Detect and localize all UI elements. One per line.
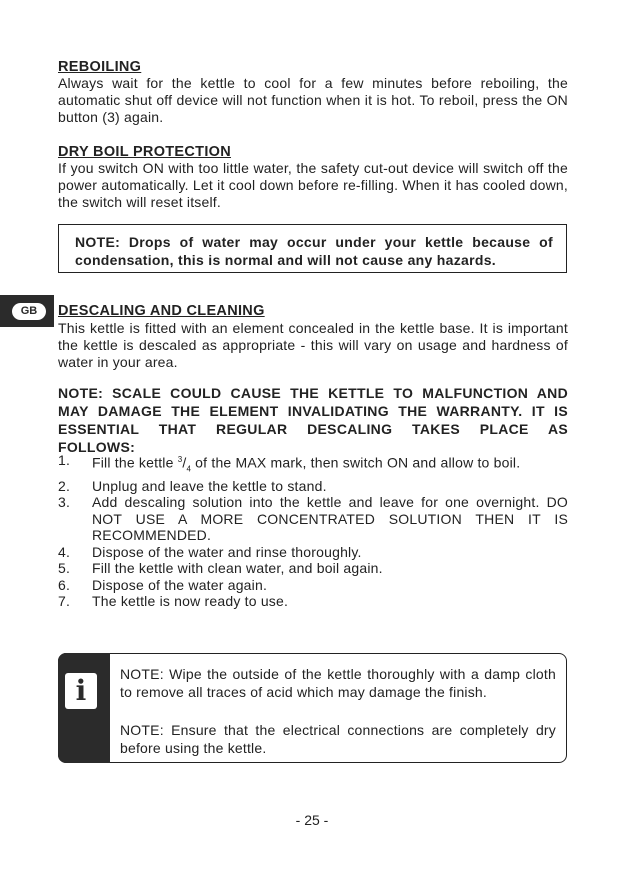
list-item bbox=[58, 494, 568, 544]
dry-boil-text: If you switch ON with too little water, the safety cut-out device will switch off the power automatically. Let it cool down before re-filling. When it has cooled down, the switch will reset itself. bbox=[58, 160, 568, 210]
page-number: - 25 - bbox=[295, 812, 329, 828]
list-item bbox=[58, 452, 568, 478]
fraction-denominator: 4 bbox=[186, 464, 192, 474]
step-text: The kettle is now ready to use. bbox=[92, 593, 289, 610]
condensation-note: NOTE: Drops of water may occur under your kettle because of condensation, this is normal and will not cause any hazards. bbox=[75, 234, 553, 268]
fraction-numerator: 3 bbox=[177, 455, 183, 464]
step-number: 1. bbox=[58, 452, 71, 468]
list-item bbox=[58, 544, 568, 561]
list-item bbox=[58, 560, 568, 577]
scale-warning-line: FOLLOWS: bbox=[58, 439, 136, 455]
step-text: Fill the kettle bbox=[92, 454, 178, 471]
step-number: 6. bbox=[58, 576, 71, 593]
descaling-text: This kettle is fitted with an element concealed in the kettle base. It is important the kettle is descaled as appropriate - this will vary on usage and hardness of water in your area. bbox=[58, 320, 568, 370]
language-tab bbox=[0, 295, 54, 327]
scale-warning-line: MAY DAMAGE THE ELEMENT INVALIDATING THE WARRANTY. IT IS bbox=[58, 403, 568, 419]
step-text: Add descaling solution into the kettle and leave for one overnight. DO NOT USE A MORE CONCENTRATED SOLUTION THEN IT IS RECOMMENDED. bbox=[92, 494, 568, 544]
step-number: 4. bbox=[58, 543, 71, 560]
scale-warning bbox=[58, 384, 568, 456]
list-item bbox=[58, 593, 568, 610]
dry-boil-heading: DRY BOIL PROTECTION bbox=[58, 144, 232, 160]
step-number: 5. bbox=[58, 560, 71, 577]
info-note-dry: NOTE: Ensure that the electrical connections are completely dry before using the kettle. bbox=[120, 722, 556, 756]
info-icon: i bbox=[65, 673, 97, 709]
condensation-note-box bbox=[58, 224, 567, 273]
step-number: 3. bbox=[58, 494, 71, 511]
info-note-wipe: NOTE: Wipe the outside of the kettle thoroughly with a damp cloth to remove all traces of acid which may damage the finish. bbox=[120, 666, 556, 700]
reboiling-text: Always wait for the kettle to cool for a few minutes before reboiling, the automatic shut off device will not function when it is hot. To reboil, press the ON button (3) again. bbox=[58, 75, 568, 125]
list-item bbox=[58, 577, 568, 594]
reboiling-heading: REBOILING bbox=[58, 59, 142, 75]
fraction-separator: / bbox=[182, 454, 187, 471]
descaling-steps bbox=[58, 452, 568, 610]
list-item bbox=[58, 478, 568, 495]
step-number: 2. bbox=[58, 477, 71, 494]
step-text: Dispose of the water again. bbox=[92, 576, 268, 593]
step-text: Unplug and leave the kettle to stand. bbox=[92, 477, 327, 494]
step-text: Dispose of the water and rinse thoroughly. bbox=[92, 543, 362, 560]
descaling-heading: DESCALING AND CLEANING bbox=[58, 303, 265, 319]
step-text: of the MAX mark, then switch ON and allow to boil. bbox=[191, 454, 521, 471]
step-text: Fill the kettle with clean water, and boil again. bbox=[92, 560, 383, 577]
language-label: GB bbox=[12, 303, 46, 320]
info-icon-panel bbox=[58, 653, 110, 763]
scale-warning-line: NOTE: SCALE COULD CAUSE THE KETTLE TO MALFUNCTION AND bbox=[58, 385, 568, 401]
step-number: 7. bbox=[58, 593, 71, 610]
scale-warning-line: ESSENTIAL THAT REGULAR DESCALING TAKES PLACE AS bbox=[58, 421, 568, 437]
